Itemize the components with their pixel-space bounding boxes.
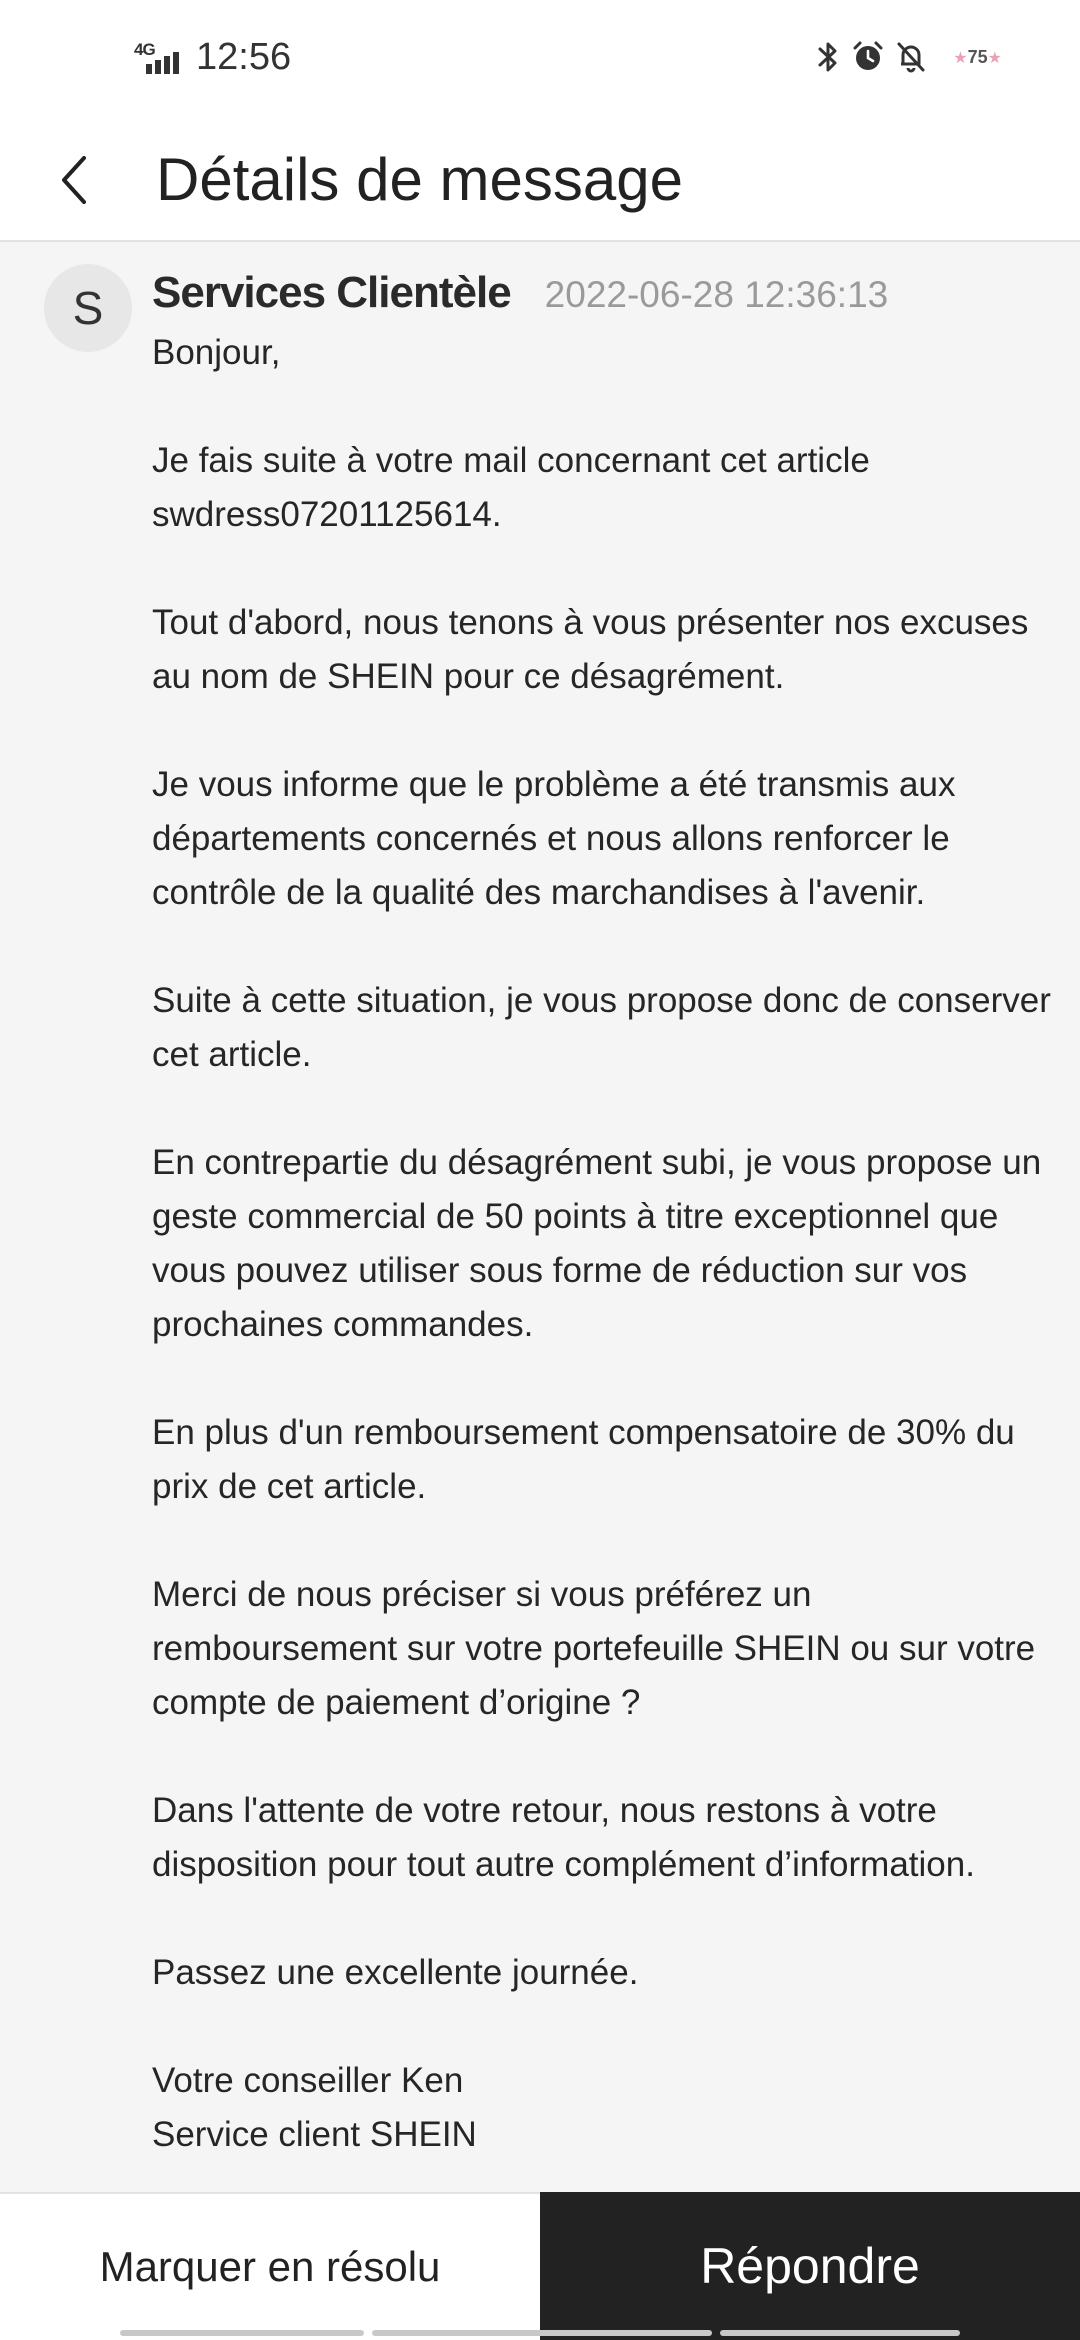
alarm-icon xyxy=(851,40,885,74)
page-title: Détails de message xyxy=(156,146,683,213)
network-type: 4G xyxy=(134,39,155,59)
avatar: S xyxy=(44,264,132,352)
message-paragraph: Merci de nous préciser si vous préférez un remboursement sur votre portefeuille SHEIN ou sur votre compte de paiement d’origine ? xyxy=(152,1575,1036,1722)
sender-name: Services Clientèle xyxy=(152,268,511,317)
battery-level: 75 xyxy=(967,46,988,67)
reply-button[interactable]: Répondre xyxy=(540,2192,1080,2340)
bottom-action-bar xyxy=(0,2192,1080,2340)
message-paragraph: Dans l'attente de votre retour, nous restons à votre disposition pour tout autre complément d’information. xyxy=(152,1791,975,1884)
message-paragraph: Je fais suite à votre mail concernant cet article swdress07201125614. xyxy=(152,441,870,534)
bluetooth-icon xyxy=(815,40,841,74)
status-bar xyxy=(0,0,1080,120)
message-content[interactable] xyxy=(0,242,1080,2192)
signature-name: Votre conseiller Ken xyxy=(152,2061,464,2100)
nav-hint xyxy=(720,2330,960,2336)
chevron-left-icon xyxy=(54,152,94,208)
signal-icon xyxy=(134,38,186,78)
back-button[interactable] xyxy=(44,140,104,220)
status-time: 12:56 xyxy=(196,36,292,78)
message-paragraph: En plus d'un remboursement compensatoire de 30% du prix de cet article. xyxy=(152,1413,1015,1506)
message-date: 2022-06-28 12:36:13 xyxy=(544,274,889,315)
message-paragraph: Je vous informe que le problème a été transmis aux départements concernés et nous allons renforcer le contrôle de la qualité des marchandises à l'avenir. xyxy=(152,765,956,912)
message-paragraph: Passez une excellente journée. xyxy=(152,1953,639,1992)
nav-hint xyxy=(372,2330,712,2336)
battery-icon: ★75★ xyxy=(953,46,1002,67)
status-left xyxy=(134,36,291,79)
message-paragraph: En contrepartie du désagrément subi, je vous propose un geste commercial de 50 points à titre exceptionnel que vous pouvez utiliser sous forme de réduction sur vos prochaines commandes. xyxy=(152,1143,1042,1344)
mark-resolved-button[interactable]: Marquer en résolu xyxy=(0,2192,540,2340)
status-right xyxy=(815,40,1002,74)
app-header xyxy=(0,120,1080,242)
notifications-off-icon xyxy=(895,40,927,74)
message-paragraph: Tout d'abord, nous tenons à vous présenter nos excuses au nom de SHEIN pour ce désagrément. xyxy=(152,603,1029,696)
message-body xyxy=(152,326,1052,2162)
message-meta xyxy=(152,268,888,318)
message-paragraph: Bonjour, xyxy=(152,333,281,372)
signature-team: Service client SHEIN xyxy=(152,2115,477,2154)
message-paragraph: Suite à cette situation, je vous propose donc de conserver cet article. xyxy=(152,981,1051,1074)
nav-hint xyxy=(120,2330,364,2336)
